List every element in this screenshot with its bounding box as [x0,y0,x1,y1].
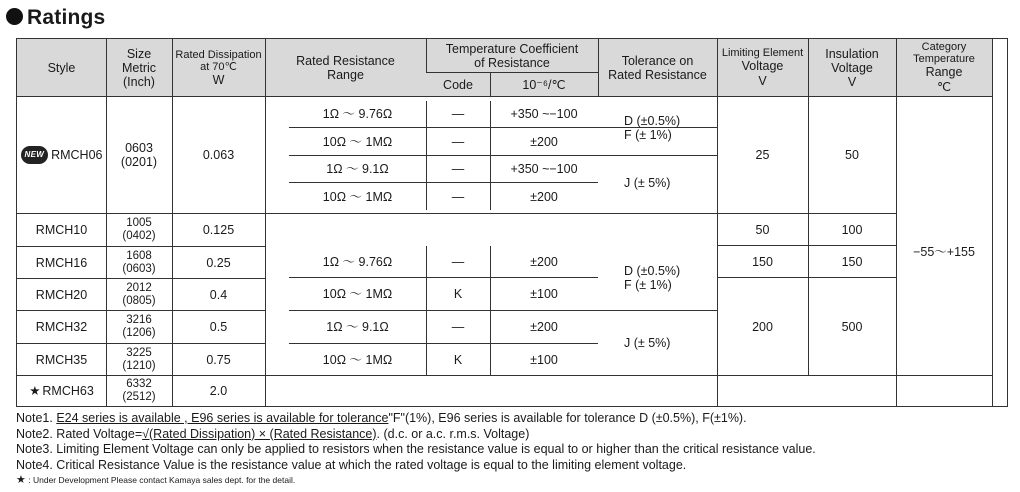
section-title [6,6,105,30]
star-icon: ★ [29,384,41,398]
row-rmch63-style: ★ RMCH63 [29,384,94,398]
row-rmch06-w: 0.063 [202,148,235,162]
b1-range-1: 10Ω ～ 1MΩ [322,134,393,149]
col-divider-3 [265,39,266,406]
header-tcr-unit: 10⁻⁶/℃ [522,78,566,92]
lev-rest: 200 [752,319,773,334]
row-rmch35-w: 0.75 [206,352,231,367]
row-rmch06-size: 0603 (0201) [120,141,158,169]
b2-code-3: K [453,352,463,367]
header-tcr: Temperature Coefficient of Resistance [445,42,579,70]
ins-rmch06: 50 [845,148,859,162]
header-lev: Limiting Element Voltage V [721,47,804,88]
b2-code-1: K [453,287,463,301]
b1-range-0: 1Ω ～ 9.76Ω [322,107,393,121]
row-rmch16-w: 0.25 [206,255,231,270]
note-2: Note2. Rated Voltage=√(Rated Dissipation) × (Rated Resistance). (d.c. or a.c. r.m.s. Voltage) [16,426,530,441]
b1-tcr-3: ±200 [530,189,558,204]
section-title-text: Ratings [27,6,106,29]
ins-rest: 500 [841,319,863,334]
star-icon: ★ [16,474,26,486]
note-4: Note4. Critical Resistance Value is the resistance value at which the rated voltage is equal to the limiting element voltage. [16,457,687,472]
b2-tcr-3: ±100 [530,352,558,367]
b2-tol-j: J (± 5%) [624,336,671,350]
b2-code-0: — [451,254,465,269]
row-rmch10-size: 1005 (0402) [122,217,156,242]
header-style: Style [47,61,76,75]
temp-range-value: −55～+155 [913,244,975,259]
b1-code-3: — [451,189,465,204]
b2-tcr-2: ±200 [530,320,558,334]
b1-tcr-2: +350 ~−100 [510,162,578,176]
b2-tcr-0: ±200 [530,254,558,269]
b1-tol-df: D (±0.5%) F (± 1%) [624,114,681,142]
row-rmch06-style: NEW RMCH06 [17,97,106,213]
note-1: Note1. E24 series is available , E96 series is available for tolerance"F"(1%), E96 series is available for tolerance D (±0.5%), F(±1%). [16,411,747,425]
header-dissipation: Rated Dissipation at 70℃ W [175,48,262,87]
b2-code-2: — [451,320,465,334]
lev-rmch10: 50 [755,222,770,237]
b2-range-2: 1Ω ～ 9.1Ω [326,320,389,334]
row-rmch32-size: 3216 (1206) [122,314,156,339]
b2-range-3: 10Ω ～ 1MΩ [322,352,393,367]
row-rmch32-w: 0.5 [209,320,228,334]
header-size: Size Metric (Inch) [121,47,157,89]
b1-tcr-0: +350 ~−100 [510,107,578,121]
b2-tol-df: D (±0.5%) F (± 1%) [624,264,681,292]
header-insulation: Insulation Voltage V [825,47,879,89]
new-badge-icon: NEW [21,146,49,164]
row-rmch63-size: 6332 (2512) [122,378,156,403]
header-resistance-range: Rated Resistance Range [296,54,395,82]
header-tcr-code: Code [443,78,473,92]
row-rmch20-size: 2012 (0805) [122,281,156,307]
footnote: ★ : Under Development Please contact Kamaya sales dept. for the detail. [16,474,296,486]
row-rmch20-style: RMCH20 [35,287,88,302]
b1-tol-j: J (± 5%) [624,176,671,190]
b1-code-1: — [451,134,465,149]
col-divider-7-top [808,39,809,97]
row-rmch63-w: 2.0 [209,384,228,398]
ratings-table [16,38,1008,407]
b2-tcr-1: ±100 [530,287,558,301]
ins-rmch16: 150 [841,254,863,269]
b1-code-0: — [451,107,465,121]
note-3: Note3. Limiting Element Voltage can only be applied to resistors when the resistance value is equal to or higher than the critical resistance value. [16,442,816,456]
row-rmch35-size: 3225 (1210) [122,346,156,372]
b1-code-2: — [451,162,465,176]
col-divider-4-top [426,39,427,73]
b1-range-2: 1Ω ～ 9.1Ω [326,162,389,176]
row-rmch16-size: 1608 (0603) [122,249,156,275]
ins-rmch10: 100 [841,222,863,237]
col-divider-9 [992,39,993,406]
header-temp-range: Category Temperature Range ℃ [913,41,975,94]
header-code-divider [490,73,491,97]
b2-range-0: 1Ω ～ 9.76Ω [322,254,393,269]
header-tcr-split-line [426,72,598,73]
b1-tcr-1: ±200 [530,134,558,149]
row-rmch32-style: RMCH32 [35,320,88,334]
lev-rmch16: 150 [752,254,773,269]
row-rmch20-w: 0.4 [209,287,228,302]
lev-rmch06: 25 [755,148,770,162]
b1-range-3: 10Ω ～ 1MΩ [322,189,393,204]
row-rmch10-style: RMCH10 [35,223,88,237]
b2-range-1: 10Ω ～ 1MΩ [322,287,393,301]
row-rmch16-style: RMCH16 [35,255,88,270]
mid-bottom-line [265,375,718,376]
col-divider-5-top [598,39,599,97]
bullet-icon [6,8,23,25]
row-rmch35-style: RMCH35 [35,352,88,367]
notes [16,411,816,473]
header-tolerance: Tolerance on Rated Resistance [608,54,707,82]
row-rmch10-w: 0.125 [202,223,235,237]
